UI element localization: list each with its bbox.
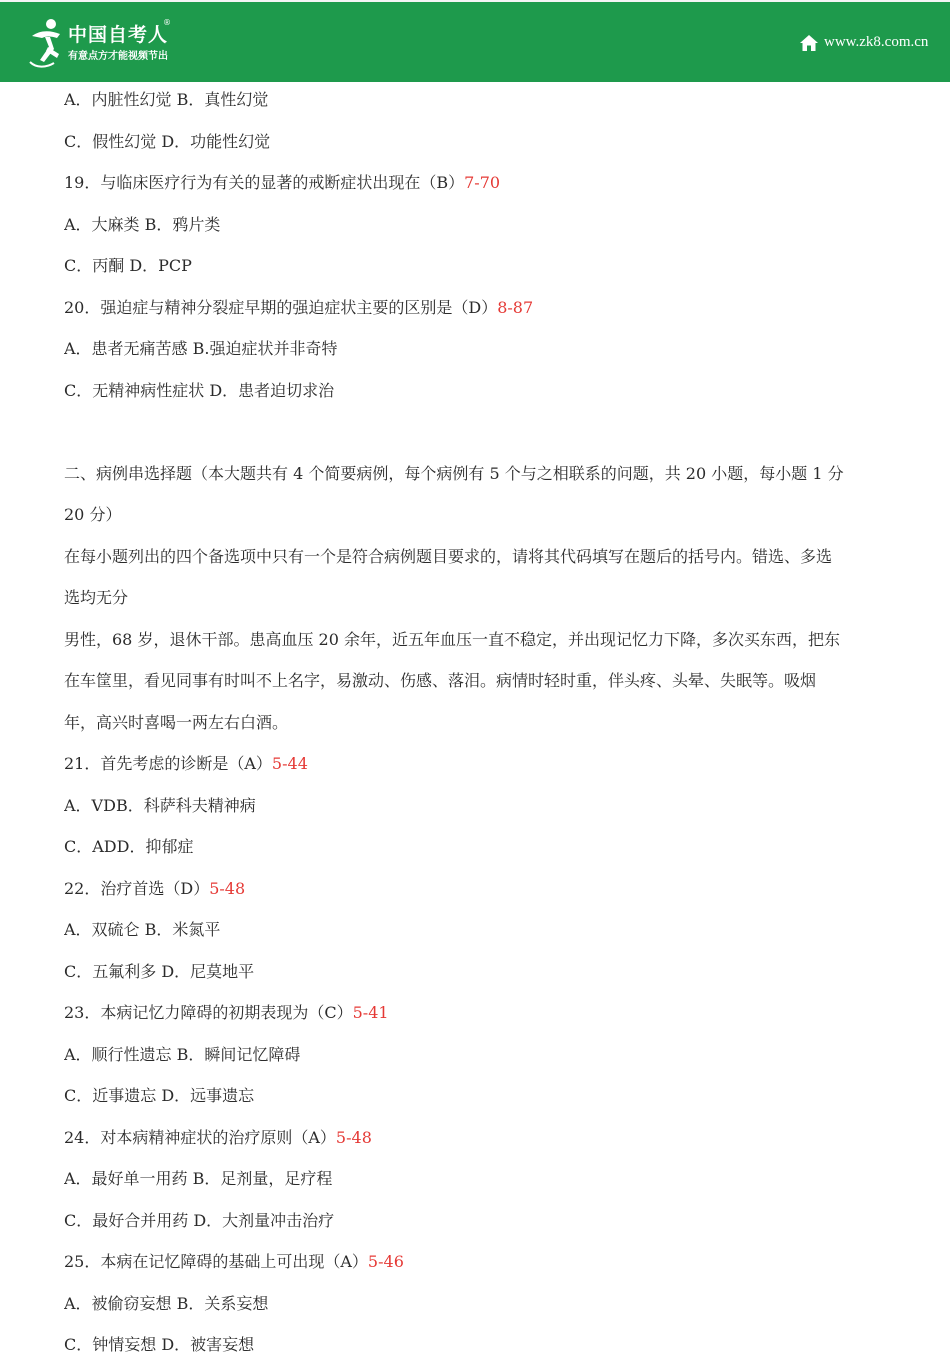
- text-line: [64, 1158, 950, 1200]
- text-line: [64, 909, 950, 951]
- text-line: [64, 992, 950, 1034]
- line-text: A．顺行性遗忘 B．瞬间记忆障碍: [64, 1044, 301, 1064]
- text-line: [64, 204, 950, 246]
- text-line: [64, 826, 950, 868]
- line-text: A．患者无痛苦感 B.强迫症状并非奇特: [64, 339, 338, 358]
- line-text: A．被偷窃妄想 B．关系妄想: [64, 1293, 269, 1313]
- line-text: A．大麻类 B．鸦片类: [64, 214, 221, 234]
- text-line: [64, 619, 950, 661]
- registered-mark: ®: [163, 18, 171, 27]
- text-line: [64, 79, 950, 121]
- text-line: [64, 785, 950, 827]
- line-text: C．钟情妄想 D．被害妄想: [64, 1335, 255, 1354]
- site-header: [0, 0, 950, 82]
- text-line: [64, 868, 950, 910]
- line-text: 男性，68 岁，退休干部。患高血压 20 余年，近五年血压一直不稳定，并出现记忆力下降，多次买东西，把东: [64, 629, 840, 649]
- line-text: 年，高兴时喜喝一两左右白酒。: [64, 712, 289, 732]
- line-text: 23．本病记忆力障碍的初期表现为（C）: [64, 1003, 353, 1022]
- page-reference: 5-41: [352, 1003, 389, 1022]
- line-text: C．五氟利多 D．尼莫地平: [64, 961, 255, 981]
- text-line: [64, 121, 950, 163]
- line-text: A．VDB．科萨科夫精神病: [64, 795, 256, 815]
- runner-logo-icon: [26, 16, 66, 70]
- line-text: C．无精神病性症状 D．患者迫切求治: [64, 380, 335, 400]
- line-text: C．ADD．抑郁症: [64, 837, 194, 856]
- text-line: [64, 411, 950, 453]
- home-icon: [800, 35, 818, 51]
- line-text: 在车筐里，看见同事有时叫不上名字，易激动、伤感、落泪。病情时轻时重，伴头疼、头晕、失眠等。吸烟: [64, 671, 817, 690]
- line-text: 二、病例串选择题（本大题共有 4 个简要病例，每个病例有 5 个与之相联系的问题，共 20 小题，每小题 1 分: [64, 463, 844, 483]
- line-text: 24．对本病精神症状的治疗原则（A）: [64, 1127, 336, 1147]
- text-line: [64, 1075, 950, 1117]
- text-line: [64, 743, 950, 785]
- site-url: www.zk8.com.cn: [824, 34, 929, 50]
- logo-slogan: 有意点方才能视频节出: [68, 51, 168, 62]
- text-line: [64, 1034, 950, 1076]
- text-line: [64, 453, 950, 495]
- text-line: [64, 1117, 950, 1159]
- text-line: [64, 162, 950, 204]
- site-logo[interactable]: [26, 16, 186, 70]
- page-reference: 5-46: [367, 1252, 404, 1271]
- page-reference: 7-70: [464, 173, 501, 192]
- text-line: [64, 1283, 950, 1325]
- text-line: [64, 494, 950, 536]
- line-text: C．近事遗忘 D．远事遗忘: [64, 1086, 255, 1105]
- line-text: 20 分）: [64, 505, 122, 524]
- page-reference: 5-48: [335, 1127, 372, 1147]
- text-line: [64, 702, 950, 744]
- line-text: C．丙酮 D．PCP: [64, 256, 192, 275]
- page-reference: 5-44: [271, 754, 308, 773]
- line-text: 22．治疗首选（D）: [64, 878, 210, 898]
- line-text: 19．与临床医疗行为有关的显著的戒断症状出现在（B）: [64, 173, 465, 192]
- line-text: 20．强迫症与精神分裂症早期的强迫症状主要的区别是（D）: [64, 297, 498, 317]
- line-text: A．内脏性幻觉 B．真性幻觉: [64, 90, 269, 109]
- site-link[interactable]: [800, 34, 928, 51]
- text-line: [64, 1324, 950, 1366]
- line-text: A．双硫仑 B．米氮平: [64, 920, 221, 939]
- line-text: 25．本病在记忆障碍的基础上可出现（A）: [64, 1252, 368, 1271]
- text-line: [64, 1200, 950, 1242]
- text-line: [64, 245, 950, 287]
- text-line: [64, 577, 950, 619]
- text-line: [64, 1241, 950, 1283]
- exam-content: [64, 79, 950, 1366]
- text-line: [64, 951, 950, 993]
- line-text: 选均无分: [64, 588, 129, 607]
- logo-title: 中国自考人: [68, 24, 169, 46]
- page-reference: 8-87: [497, 297, 534, 317]
- text-line: [64, 328, 950, 370]
- line-text: A．最好单一用药 B．足剂量，足疗程: [64, 1169, 333, 1188]
- line-text: C．假性幻觉 D．功能性幻觉: [64, 131, 271, 151]
- line-text: 在每小题列出的四个备选项中只有一个是符合病例题目要求的，请将其代码填写在题后的括号内。错选、多选: [64, 546, 833, 566]
- text-line: [64, 287, 950, 329]
- text-line: [64, 370, 950, 412]
- text-line: [64, 536, 950, 578]
- line-text: C．最好合并用药 D．大剂量冲击治疗: [64, 1210, 335, 1230]
- page-reference: 5-48: [209, 878, 246, 898]
- line-text: 21．首先考虑的诊断是（A）: [64, 754, 272, 773]
- text-line: [64, 660, 950, 702]
